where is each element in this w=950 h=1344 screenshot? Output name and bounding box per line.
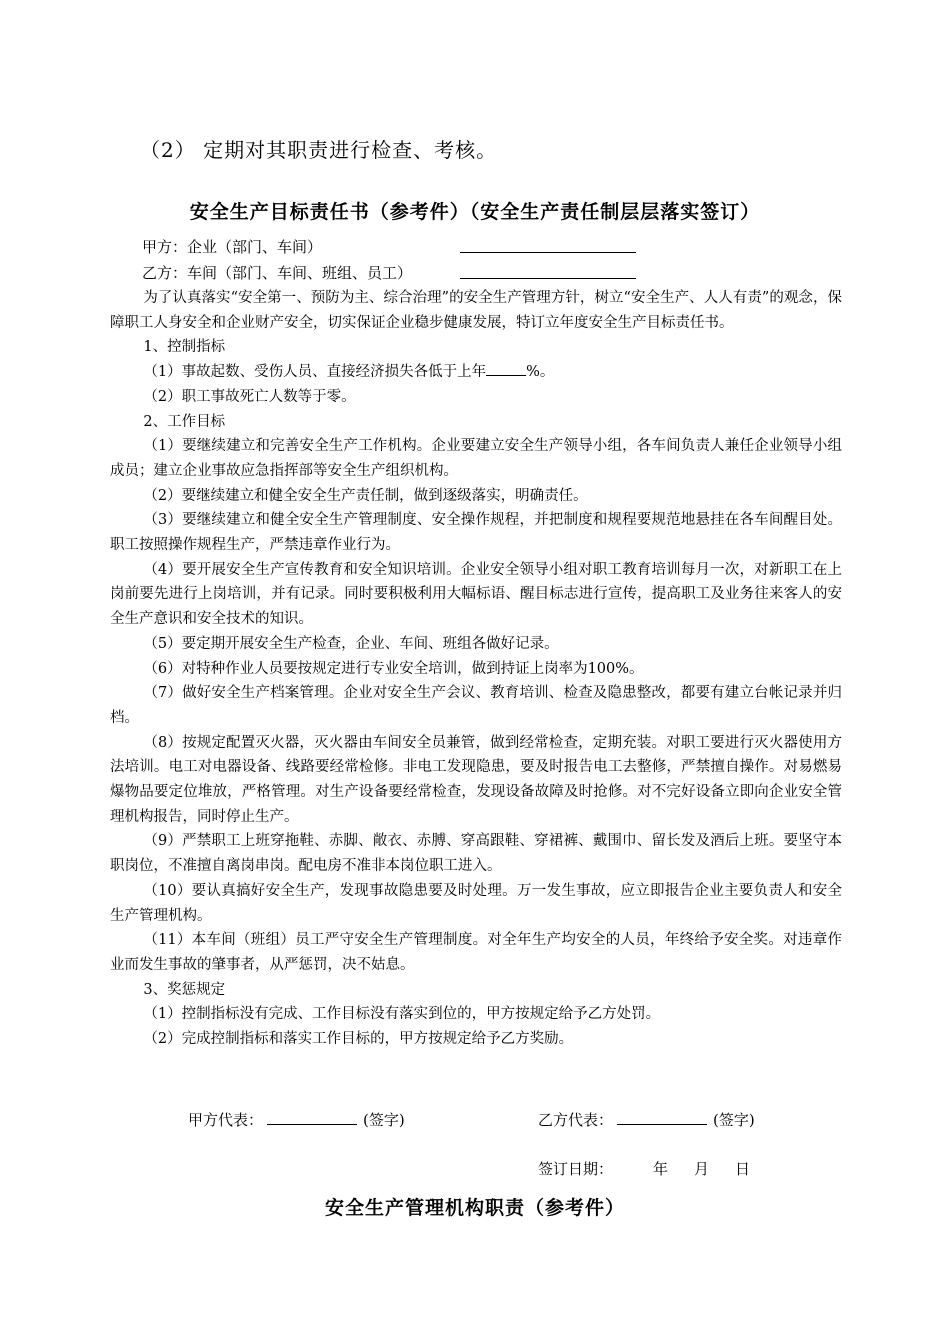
party-b-row [142,262,412,283]
party-b-signature-line [617,1108,707,1125]
next-section-title: 安全生产管理机构职责（参考件） [324,1197,625,1219]
lead-item: （2） 定期对其职责进行检查、考核。 [140,138,498,162]
list-item: （2）职工事故死亡人数等于零。 [143,388,356,405]
date-day: 日 [735,1160,751,1178]
list-item: （6）对特种作业人员要按规定进行专业安全培训，做到持证上岗率为100%。 [143,660,644,677]
list-item: （2）完成控制指标和落实工作目标的，甲方按规定给予乙方奖励。 [143,1031,574,1048]
document-body [110,286,842,1052]
party-a-blank-line [460,252,636,253]
list-item: （7）做好安全生产档案管理。企业对安全生产会议、教育培训、检查及隐患整改，都要有建立台帐记录并归档。 [110,685,842,726]
list-item: （1）要继续建立和完善安全生产工作机构。企业要建立安全生产领导小组，各车间负责人兼任企业领导小组成员；建立企业事故应急指挥部等安全生产组织机构。 [110,438,842,479]
party-b-label: 乙方：车间（部门、车间、班组、员工） [142,264,413,282]
percent-blank-line [486,361,526,376]
control-item-text: （1）事故起数、受伤人员、直接经济损失各低于上年 [143,364,487,381]
list-item: （4）要开展安全生产宣传教育和安全知识培训。企业安全领导小组对职工教育培训每月一次，对新职工在上岗前要先进行上岗培训，并有记录。同时要积极利用大幅标语、醒目标志进行宣传，提高职工及业务往来客人的安全生产意识和安全技术的知识。 [110,561,842,628]
list-item: （5）要定期开展安全生产检查，企业、车间、班组各做好记录。 [143,635,559,652]
sign-note: (签字) [363,1111,405,1129]
control-item-suffix: %。 [526,364,555,381]
list-item: （11）本车间（班组）员工严守安全生产管理制度。对全年生产均安全的人员，年终给予安全奖。对违章作业而发生事故的肇事者，从严惩罚，决不姑息。 [110,932,842,973]
list-item: （1）控制指标没有完成、工作目标没有落实到位的，甲方按规定给予乙方处罚。 [143,1006,661,1023]
party-a-rep-label: 甲方代表： [188,1111,264,1129]
document-title: 安全生产目标责任书（参考件）（安全生产责任制层层落实签订） [189,201,761,223]
list-item: （9）严禁职工上班穿拖鞋、赤脚、敞衣、赤膊、穿高跟鞋、穿裙裤、戴围巾、留长发及酒后上班。要坚守本职岗位，不准擅自离岗串岗。配电房不准非本岗位职工进入。 [110,833,842,875]
party-b-signature [538,1108,755,1130]
party-a-signature [188,1108,405,1130]
list-item [110,360,842,385]
section-heading: 1、控制指标 [143,339,226,356]
party-a-signature-line [267,1108,357,1125]
list-item: （10）要认真搞好安全生产，发现事故隐患要及时处理。万一发生事故，应立即报告企业主要负责人和安全生产管理机构。 [110,882,842,924]
list-item: （3）要继续建立和健全安全生产管理制度、安全操作规程，并把制度和规程要规范地悬挂在各车间醒目处。职工按照操作规程生产，严禁违章作业行为。 [110,512,842,554]
party-a-label: 甲方：企业（部门、车间） [142,238,323,256]
signing-date [538,1158,776,1179]
party-a-row [142,236,322,257]
section-heading: 2、工作目标 [143,413,226,430]
date-label: 签订日期： [538,1160,614,1178]
intro-paragraph: 为了认真落实“安全第一、预防为主、综合治理”的安全生产管理方针，树立“安全生产、人人有责”的观念，保障职工人身安全和企业财产安全，切实保证企业稳步健康发展，特订立年度安全生产目标责任书。 [110,290,842,331]
list-item: （2）要继续建立和健全安全生产责任制，做到逐级落实，明确责任。 [143,487,588,504]
section-heading: 3、奖惩规定 [143,981,226,998]
date-month: 月 [694,1160,710,1178]
party-b-blank-line [460,278,636,279]
date-year: 年 [653,1160,669,1178]
list-item: （8）按规定配置灭火器，灭火器由车间安全员兼管，做到经常检查，定期充装。对职工要进行灭火器使用方法培训。电工对电器设备、线路要经常检修。非电工发现隐患，要及时报告电工去整修，严禁擅自操作。对易燃易爆物品要定位堆放，严格管理。对生产设备要经常检查，发现设备故障及时抢修。对不完好设备立即向企业安全管理机构报告，同时停止生产。 [110,734,842,825]
sign-note: (签字) [713,1111,755,1129]
party-b-rep-label: 乙方代表： [538,1111,614,1129]
